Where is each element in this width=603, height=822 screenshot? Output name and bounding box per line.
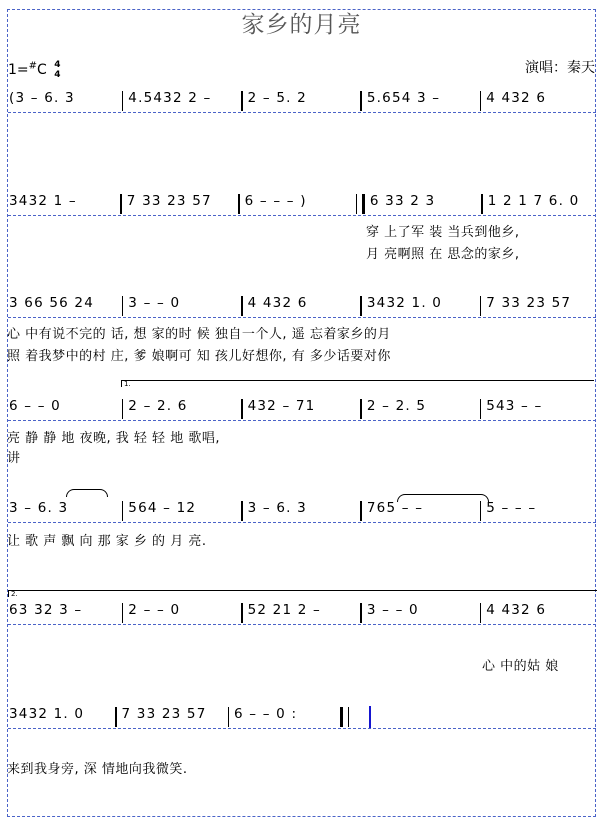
singer-credit: 演唱：秦天 (525, 60, 595, 76)
time-top: 4 (54, 60, 61, 70)
line-separator (8, 624, 596, 625)
volta-second-ending (8, 590, 597, 597)
measure: (3 – 6. 3 (9, 90, 75, 106)
lyric-verse-1: 心 中有说不完的 话, 想 家的时 候 独自一个人, 遥 忘着家乡的月 (7, 327, 391, 342)
measure: 7 33 23 57 (486, 295, 572, 311)
measure: 4 432 6 (247, 295, 308, 311)
lyric-line: 让 歌 声 飘 向 那 家 乡 的 月 亮. (7, 534, 207, 549)
key-prefix: 1= (8, 62, 29, 78)
notation-line (4, 193, 599, 215)
measure: 5 – – – (486, 500, 537, 516)
measure: 63 32 3 – (9, 602, 83, 618)
measure: 765 – – (366, 500, 424, 516)
measure: 2 – – 0 (128, 602, 181, 618)
measure: 4.5432 2 – (128, 90, 212, 106)
lyric-verse-2: 讲 (7, 451, 21, 466)
measure: 3 66 56 24 (9, 295, 94, 311)
key-note: C (37, 62, 47, 78)
measure: 2 – 5. 2 (247, 90, 307, 106)
notation-line (4, 398, 599, 420)
repeat-start-barline (356, 194, 365, 214)
measure: 7 33 23 57 (121, 706, 207, 722)
measure: 3 – – 0 (128, 295, 181, 311)
measure: 6 – – 0 (9, 398, 61, 414)
measure: 2 – 2. 6 (128, 398, 188, 414)
song-title: 家乡的月亮 (241, 12, 362, 38)
line-separator (8, 215, 596, 216)
notation-line (4, 90, 599, 112)
line-separator (8, 728, 596, 729)
measure: 6 – – 0 : (234, 706, 298, 722)
volta-label: 1. (124, 380, 131, 388)
key-signature (8, 60, 61, 80)
lyric-line: 心 中的姑 娘 (482, 659, 559, 674)
volta-first-ending (121, 380, 594, 387)
line-separator (8, 522, 596, 523)
key-sharp: # (28, 60, 38, 72)
measure: 6 – – – ) (244, 193, 307, 209)
measure: 6 33 2 3 (369, 193, 436, 209)
notation-line (4, 295, 599, 317)
lyric-line: 来到我身旁, 深 情地向我微笑. (7, 762, 188, 777)
measure: 543 – – (486, 398, 543, 414)
measure: 3432 1. 0 (9, 706, 85, 722)
measure: 3 – 6. 3 (247, 500, 307, 516)
measure: 432 – 71 (247, 398, 316, 414)
notation-line (4, 500, 599, 522)
lyric-verse-2: 月 亮啊照 在 思念的家乡, (366, 247, 520, 262)
measure: 2 – 2. 5 (366, 398, 427, 414)
text-cursor[interactable] (369, 706, 371, 728)
tie-mark (397, 494, 489, 502)
measure: 5.654 3 – (366, 90, 441, 106)
lyric-verse-1: 穿 上了军 装 当兵到他乡, (366, 225, 520, 240)
notation-line (4, 602, 599, 624)
time-bottom: 4 (54, 70, 61, 80)
measure: 564 – 12 (128, 500, 197, 516)
notation-line (4, 706, 349, 728)
measure: 3 – 6. 3 (9, 500, 69, 516)
repeat-end-barline (340, 707, 349, 727)
measure: 3432 1 – (9, 193, 77, 209)
line-separator (8, 317, 596, 318)
line-separator (8, 420, 596, 421)
lyric-verse-1: 亮 静 静 地 夜晚, 我 轻 轻 地 歌唱, (7, 431, 220, 446)
measure: 4 432 6 (486, 602, 547, 618)
measure: 1 2 1 7 6. 0 (487, 193, 580, 209)
volta-label: 2. (11, 590, 18, 598)
lyric-verse-2: 照 着我梦中的村 庄, 爹 娘啊可 知 孩儿好想你, 有 多少话要对你 (7, 349, 391, 364)
measure: 4 432 6 (486, 90, 547, 106)
tie-mark (66, 489, 108, 497)
measure: 3432 1. 0 (366, 295, 443, 311)
measure: 7 33 23 57 (126, 193, 212, 209)
time-signature (54, 60, 60, 80)
measure: 52 21 2 – (247, 602, 321, 618)
line-separator (8, 112, 596, 113)
measure: 3 – – 0 (366, 602, 419, 618)
